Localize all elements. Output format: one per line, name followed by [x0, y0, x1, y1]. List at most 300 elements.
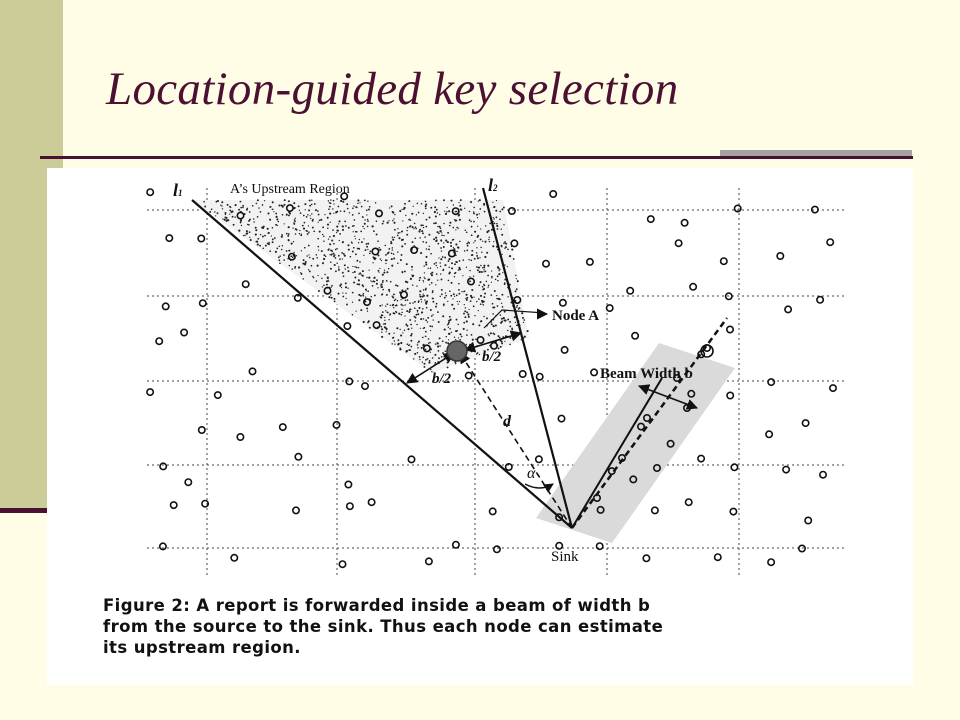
stipple-dot: [292, 227, 293, 228]
stipple-dot: [257, 199, 259, 201]
stipple-dot: [375, 257, 377, 259]
stipple-dot: [458, 293, 460, 295]
stipple-dot: [447, 301, 448, 302]
stipple-dot: [338, 223, 339, 224]
stipple-dot: [306, 216, 308, 218]
stipple-dot: [385, 263, 386, 264]
sensor-node: [426, 558, 432, 564]
stipple-dot: [424, 299, 425, 300]
stipple-dot: [507, 266, 508, 267]
stipple-dot: [405, 324, 407, 326]
stipple-dot: [441, 232, 442, 233]
stipple-dot: [417, 342, 418, 343]
stipple-dot: [476, 301, 477, 302]
stipple-dot: [414, 245, 415, 246]
stipple-dot: [452, 227, 454, 229]
stipple-dot: [304, 203, 306, 205]
stipple-dot: [308, 225, 309, 226]
stipple-dot: [238, 230, 240, 232]
stipple-dot: [294, 266, 296, 268]
stipple-dot: [352, 214, 354, 216]
stipple-dot: [353, 205, 354, 206]
stipple-dot: [481, 300, 483, 302]
stipple-dot: [382, 274, 384, 276]
stipple-dot: [318, 246, 320, 248]
stipple-dot: [426, 295, 428, 297]
stipple-dot: [394, 340, 395, 341]
stipple-dot: [319, 219, 321, 221]
stipple-dot: [382, 223, 384, 225]
stipple-dot: [209, 211, 211, 213]
stipple-dot: [501, 234, 503, 236]
sensor-node: [731, 464, 737, 470]
stipple-dot: [445, 213, 447, 215]
stipple-dot: [382, 315, 383, 316]
stipple-dot: [473, 242, 474, 243]
stipple-dot: [462, 259, 464, 261]
stipple-dot: [466, 232, 468, 234]
stipple-dot: [377, 240, 379, 242]
stipple-dot: [459, 260, 461, 262]
stipple-dot: [494, 223, 496, 225]
stipple-dot: [438, 350, 440, 352]
stipple-dot: [494, 290, 496, 292]
stipple-dot: [428, 361, 430, 363]
stipple-dot: [412, 241, 414, 243]
stipple-dot: [432, 292, 434, 294]
stipple-dot: [468, 309, 469, 310]
stipple-dot: [283, 204, 285, 206]
stipple-dot: [476, 266, 478, 268]
stipple-dot: [464, 208, 465, 209]
stipple-dot: [364, 219, 365, 220]
stipple-dot: [425, 336, 426, 337]
stipple-dot: [281, 249, 283, 251]
stipple-dot: [422, 337, 424, 339]
stipple-dot: [473, 305, 475, 307]
stipple-dot: [459, 241, 461, 243]
stipple-dot: [456, 319, 458, 321]
stipple-dot: [429, 360, 431, 362]
sensor-node: [509, 208, 515, 214]
stipple-dot: [466, 267, 467, 268]
stipple-dot: [331, 239, 333, 241]
stipple-dot: [358, 294, 360, 296]
stipple-dot: [343, 275, 345, 277]
stipple-dot: [317, 238, 319, 240]
stipple-dot: [499, 337, 501, 339]
stipple-dot: [423, 293, 424, 294]
stipple-dot: [353, 282, 355, 284]
stipple-dot: [493, 241, 494, 242]
stipple-dot: [347, 208, 349, 210]
stipple-dot: [240, 201, 242, 203]
stipple-dot: [332, 208, 333, 209]
stipple-dot: [249, 237, 250, 238]
stipple-dot: [481, 271, 483, 273]
stipple-dot: [352, 314, 354, 316]
stipple-dot: [497, 266, 499, 268]
stipple-dot: [341, 287, 342, 288]
stipple-dot: [312, 258, 314, 260]
stipple-dot: [343, 210, 345, 212]
stipple-dot: [345, 225, 347, 227]
stipple-dot: [278, 221, 280, 223]
stipple-dot: [287, 235, 289, 237]
stipple-dot: [348, 249, 350, 251]
stipple-dot: [277, 225, 278, 226]
stipple-dot: [421, 230, 423, 232]
sensor-node: [777, 253, 783, 259]
stipple-dot: [356, 266, 358, 268]
stipple-dot: [347, 244, 349, 246]
stipple-dot: [477, 257, 479, 259]
stipple-dot: [336, 232, 337, 233]
stipple-dot: [323, 258, 325, 260]
stipple-dot: [399, 232, 400, 233]
stipple-dot: [491, 276, 492, 277]
stipple-dot: [453, 293, 455, 295]
stipple-dot: [391, 265, 393, 267]
stipple-dot: [441, 293, 443, 295]
stipple-dot: [249, 211, 251, 213]
sensor-node: [768, 559, 774, 565]
stipple-dot: [421, 301, 422, 302]
stipple-dot: [449, 225, 451, 227]
stipple-dot: [301, 250, 302, 251]
stipple-dot: [231, 210, 233, 212]
stipple-dot: [423, 213, 424, 214]
sensor-node: [537, 374, 543, 380]
stipple-dot: [331, 250, 333, 252]
stipple-dot: [509, 255, 511, 257]
stipple-dot: [439, 337, 441, 339]
stipple-dot: [324, 274, 326, 276]
stipple-dot: [381, 260, 382, 261]
stipple-dot: [456, 330, 458, 332]
stipple-dot: [425, 201, 427, 203]
stipple-dot: [504, 341, 505, 342]
stipple-dot: [378, 255, 380, 257]
stipple-dot: [392, 249, 393, 250]
stipple-dot: [305, 209, 306, 210]
figure-panel: [47, 168, 913, 685]
stipple-dot: [411, 333, 413, 335]
stipple-dot: [227, 219, 229, 221]
stipple-dot: [382, 289, 384, 291]
stipple-dot: [279, 246, 280, 247]
stipple-dot: [353, 231, 354, 232]
stipple-dot: [424, 363, 426, 365]
stipple-dot: [500, 346, 502, 348]
stipple-dot: [411, 328, 412, 329]
stipple-dot: [425, 359, 427, 361]
stipple-dot: [417, 203, 419, 205]
stipple-dot: [288, 239, 290, 241]
label-l1: l1: [173, 180, 183, 200]
stipple-dot: [455, 243, 457, 245]
sensor-node: [827, 239, 833, 245]
stipple-dot: [465, 229, 467, 231]
stipple-dot: [487, 287, 488, 288]
node-a: [447, 341, 467, 361]
stipple-dot: [396, 311, 398, 313]
stipple-dot: [448, 273, 450, 275]
stipple-dot: [502, 272, 503, 273]
stipple-dot: [491, 282, 492, 283]
stipple-dot: [217, 212, 219, 214]
stipple-dot: [407, 328, 409, 330]
stipple-dot: [327, 227, 329, 229]
stipple-dot: [361, 241, 363, 243]
stipple-dot: [423, 366, 425, 368]
stipple-dot: [316, 280, 317, 281]
stipple-dot: [330, 202, 332, 204]
stipple-dot: [509, 321, 511, 323]
stipple-dot: [401, 209, 402, 210]
stipple-dot: [398, 313, 400, 315]
stipple-dot: [445, 264, 447, 266]
stipple-dot: [486, 281, 488, 283]
stipple-dot: [397, 251, 398, 252]
stipple-dot: [495, 279, 497, 281]
stipple-dot: [360, 295, 362, 297]
sensor-node: [805, 517, 811, 523]
sensor-node: [558, 415, 564, 421]
stipple-dot: [507, 330, 508, 331]
stipple-dot: [293, 252, 294, 253]
stipple-dot: [234, 216, 235, 217]
stipple-dot: [483, 296, 485, 298]
stipple-dot: [417, 344, 419, 346]
stipple-dot: [463, 291, 465, 293]
stipple-dot: [367, 290, 369, 292]
stipple-dot: [476, 255, 478, 257]
title-rule: [40, 156, 913, 159]
stipple-dot: [479, 257, 480, 258]
sensor-node: [185, 479, 191, 485]
stipple-dot: [413, 206, 414, 207]
stipple-dot: [441, 289, 443, 291]
stipple-dot: [484, 211, 486, 213]
stipple-dot: [480, 281, 482, 283]
stipple-dot: [488, 333, 490, 335]
stipple-dot: [323, 285, 325, 287]
stipple-dot: [420, 318, 422, 320]
stipple-dot: [428, 343, 429, 344]
stipple-dot: [439, 345, 441, 347]
stipple-dot: [516, 288, 518, 290]
stipple-dot: [439, 230, 441, 232]
stipple-dot: [238, 209, 240, 211]
stipple-dot: [307, 214, 309, 216]
stipple-dot: [333, 213, 334, 214]
stipple-dot: [350, 256, 352, 258]
stipple-dot: [283, 259, 285, 261]
stipple-dot: [267, 212, 269, 214]
stipple-dot: [478, 267, 480, 269]
stipple-dot: [272, 241, 274, 243]
stipple-dot: [479, 199, 481, 201]
stipple-dot: [278, 205, 280, 207]
stipple-dot: [447, 366, 449, 368]
stipple-dot: [402, 305, 403, 306]
stipple-dot: [286, 214, 288, 216]
stipple-dot: [490, 332, 492, 334]
sensor-node: [686, 499, 692, 505]
stipple-dot: [254, 221, 255, 222]
stipple-dot: [482, 304, 484, 306]
stipple-dot: [431, 282, 433, 284]
stipple-dot: [272, 201, 274, 203]
stipple-dot: [420, 328, 421, 329]
stipple-dot: [371, 225, 373, 227]
stipple-dot: [322, 286, 323, 287]
stipple-dot: [488, 335, 490, 337]
stipple-dot: [438, 232, 440, 234]
stipple-dot: [412, 302, 414, 304]
stipple-dot: [441, 235, 443, 237]
stipple-dot: [392, 239, 394, 241]
stipple-dot: [448, 280, 450, 282]
stipple-dot: [335, 249, 336, 250]
stipple-dot: [425, 261, 427, 263]
stipple-dot: [387, 303, 389, 305]
stipple-dot: [458, 303, 459, 304]
stipple-dot: [349, 212, 350, 213]
stipple-dot: [376, 234, 378, 236]
stipple-dot: [489, 237, 490, 238]
stipple-dot: [248, 220, 250, 222]
stipple-dot: [359, 261, 361, 263]
sensor-node: [344, 323, 350, 329]
stipple-dot: [509, 326, 511, 328]
stipple-dot: [344, 255, 346, 257]
stipple-dot: [388, 248, 390, 250]
stipple-dot: [309, 270, 311, 272]
stipple-dot: [376, 283, 378, 285]
stipple-dot: [293, 202, 295, 204]
stipple-dot: [466, 320, 468, 322]
stipple-dot: [422, 295, 424, 297]
sensor-node: [632, 333, 638, 339]
stipple-dot: [382, 311, 384, 313]
stipple-dot: [455, 220, 457, 222]
stipple-dot: [399, 329, 400, 330]
stipple-dot: [396, 327, 398, 329]
stipple-dot: [495, 325, 497, 327]
stipple-dot: [386, 329, 388, 331]
stipple-dot: [382, 282, 383, 283]
stipple-dot: [476, 252, 478, 254]
stipple-dot: [497, 228, 499, 230]
stipple-dot: [472, 323, 474, 325]
stipple-dot: [385, 259, 387, 261]
stipple-dot: [487, 231, 489, 233]
stipple-dot: [493, 206, 495, 208]
stipple-dot: [345, 268, 347, 270]
sensor-node: [198, 235, 204, 241]
stipple-dot: [444, 257, 446, 259]
stipple-dot: [288, 226, 290, 228]
sensor-node: [199, 427, 205, 433]
stipple-dot: [421, 311, 423, 313]
stipple-dot: [454, 336, 455, 337]
stipple-dot: [342, 292, 343, 293]
stipple-dot: [437, 212, 439, 214]
stipple-dot: [309, 200, 311, 202]
stipple-dot: [305, 261, 307, 263]
stipple-dot: [338, 266, 339, 267]
stipple-dot: [409, 226, 411, 228]
stipple-dot: [220, 204, 221, 205]
stipple-dot: [267, 228, 269, 230]
stipple-dot: [419, 294, 421, 296]
stipple-dot: [397, 285, 399, 287]
stipple-dot: [460, 199, 462, 201]
stipple-dot: [363, 238, 364, 239]
stipple-dot: [448, 333, 449, 334]
stipple-dot: [300, 234, 302, 236]
stipple-dot: [415, 238, 417, 240]
stipple-dot: [439, 262, 440, 263]
stipple-dot: [407, 227, 409, 229]
stipple-dot: [311, 204, 313, 206]
stipple-dot: [314, 203, 316, 205]
stipple-dot: [386, 271, 388, 273]
stipple-dot: [426, 248, 428, 250]
stipple-dot: [369, 250, 371, 252]
stipple-dot: [441, 250, 442, 251]
stipple-dot: [334, 298, 336, 300]
stipple-dot: [469, 219, 471, 221]
stipple-dot: [441, 356, 443, 358]
stipple-dot: [446, 211, 448, 213]
stipple-dot: [470, 351, 472, 353]
stipple-dot: [373, 230, 375, 232]
stipple-dot: [499, 218, 501, 220]
stipple-dot: [465, 298, 466, 299]
stipple-dot: [425, 288, 427, 290]
stipple-dot: [318, 222, 319, 223]
stipple-dot: [473, 221, 475, 223]
stipple-dot: [432, 290, 434, 292]
stipple-dot: [483, 265, 485, 267]
stipple-dot: [433, 319, 434, 320]
stipple-dot: [466, 334, 468, 336]
stipple-dot: [330, 199, 332, 201]
stipple-dot: [458, 214, 460, 216]
sensor-node: [243, 281, 249, 287]
stipple-dot: [507, 296, 508, 297]
stipple-dot: [355, 238, 356, 239]
stipple-dot: [392, 237, 394, 239]
stipple-dot: [328, 238, 329, 239]
stipple-dot: [457, 324, 459, 326]
stipple-dot: [426, 307, 428, 309]
stipple-dot: [367, 243, 369, 245]
stipple-dot: [443, 269, 444, 270]
stipple-dot: [440, 273, 441, 274]
stipple-dot: [503, 242, 505, 244]
stipple-dot: [352, 251, 354, 253]
stipple-dot: [258, 207, 260, 209]
stipple-dot: [299, 233, 301, 235]
stipple-dot: [387, 222, 389, 224]
stipple-dot: [415, 226, 417, 228]
stipple-dot: [428, 268, 429, 269]
stipple-dot: [309, 205, 311, 207]
